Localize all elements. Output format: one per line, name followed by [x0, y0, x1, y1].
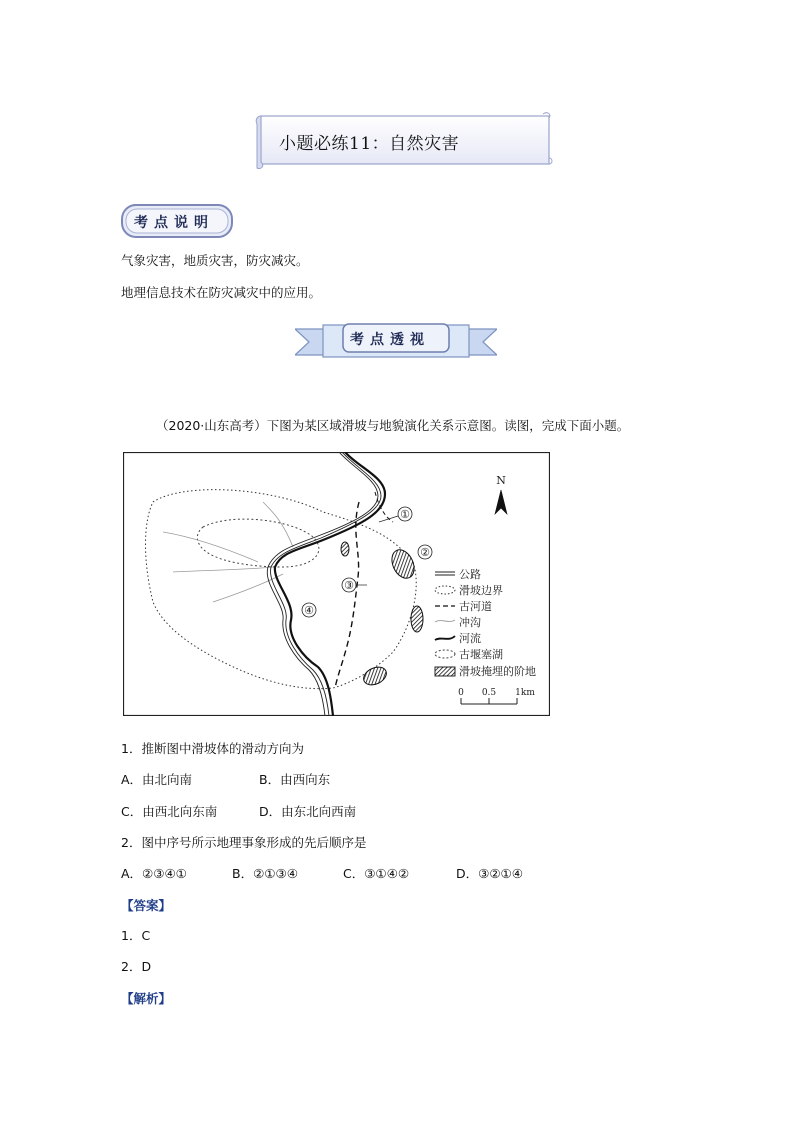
option-c: C．由西北向东南 — [121, 804, 218, 819]
answer-header: 【答案】 — [121, 898, 172, 913]
buried-terrace — [411, 606, 423, 632]
badge-label: 考点透视 — [350, 332, 430, 348]
legend-label: 河流 — [459, 632, 481, 645]
option-a: A．由北向南 — [121, 772, 193, 787]
scale-label: 0 — [458, 688, 464, 698]
north-label: N — [496, 474, 506, 487]
badge-label: 考点说明 — [134, 215, 214, 231]
option-d: D．③②①④ — [456, 866, 523, 881]
legend-label: 冲沟 — [459, 616, 481, 629]
scale-label: 1km — [515, 688, 535, 698]
question-stem: （2020·山东高考）下图为某区域滑坡与地貌演化关系示意图。读图，完成下面小题。 — [156, 418, 630, 433]
analysis-header: 【解析】 — [121, 991, 172, 1006]
option-d: D．由东北向西南 — [259, 804, 357, 819]
legend-label: 滑坡掩埋的阶地 — [459, 665, 536, 678]
legend-label: 滑坡边界 — [459, 584, 503, 597]
intro-line: 气象灾害，地质灾害，防灾减灾。 — [121, 253, 309, 268]
section-badge-explanation — [120, 203, 234, 239]
title-banner — [255, 112, 553, 170]
option-a: A．②③④① — [121, 866, 187, 881]
answer-1: 1．C — [121, 928, 151, 943]
option-b: B．由西向东 — [259, 772, 331, 787]
page-title: 小题必练11：自然灾害 — [279, 134, 460, 154]
option-c: C．③①④② — [343, 866, 410, 881]
answer-2: 2．D — [121, 959, 152, 974]
question-1-stem: 1．推断图中滑坡体的滑动方向为 — [121, 741, 304, 756]
marker-1: ① — [400, 508, 410, 521]
landslide-map — [123, 452, 550, 716]
question-2-stem: 2．图中序号所示地理事象形成的先后顺序是 — [121, 835, 367, 850]
map-drawing — [123, 452, 550, 716]
legend-label: 古堰塞湖 — [459, 648, 503, 661]
intro-line: 地理信息技术在防灾减灾中的应用。 — [121, 285, 322, 300]
marker-3: ③ — [344, 579, 354, 592]
scale-label: 0.5 — [481, 688, 497, 698]
legend-label: 公路 — [459, 568, 481, 581]
marker-2: ② — [420, 546, 430, 559]
marker-4: ④ — [304, 604, 314, 617]
section-badge-perspective — [295, 321, 497, 361]
option-b: B．②①③④ — [232, 866, 298, 881]
buried-terrace — [341, 542, 349, 556]
legend-label: 古河道 — [459, 600, 492, 613]
